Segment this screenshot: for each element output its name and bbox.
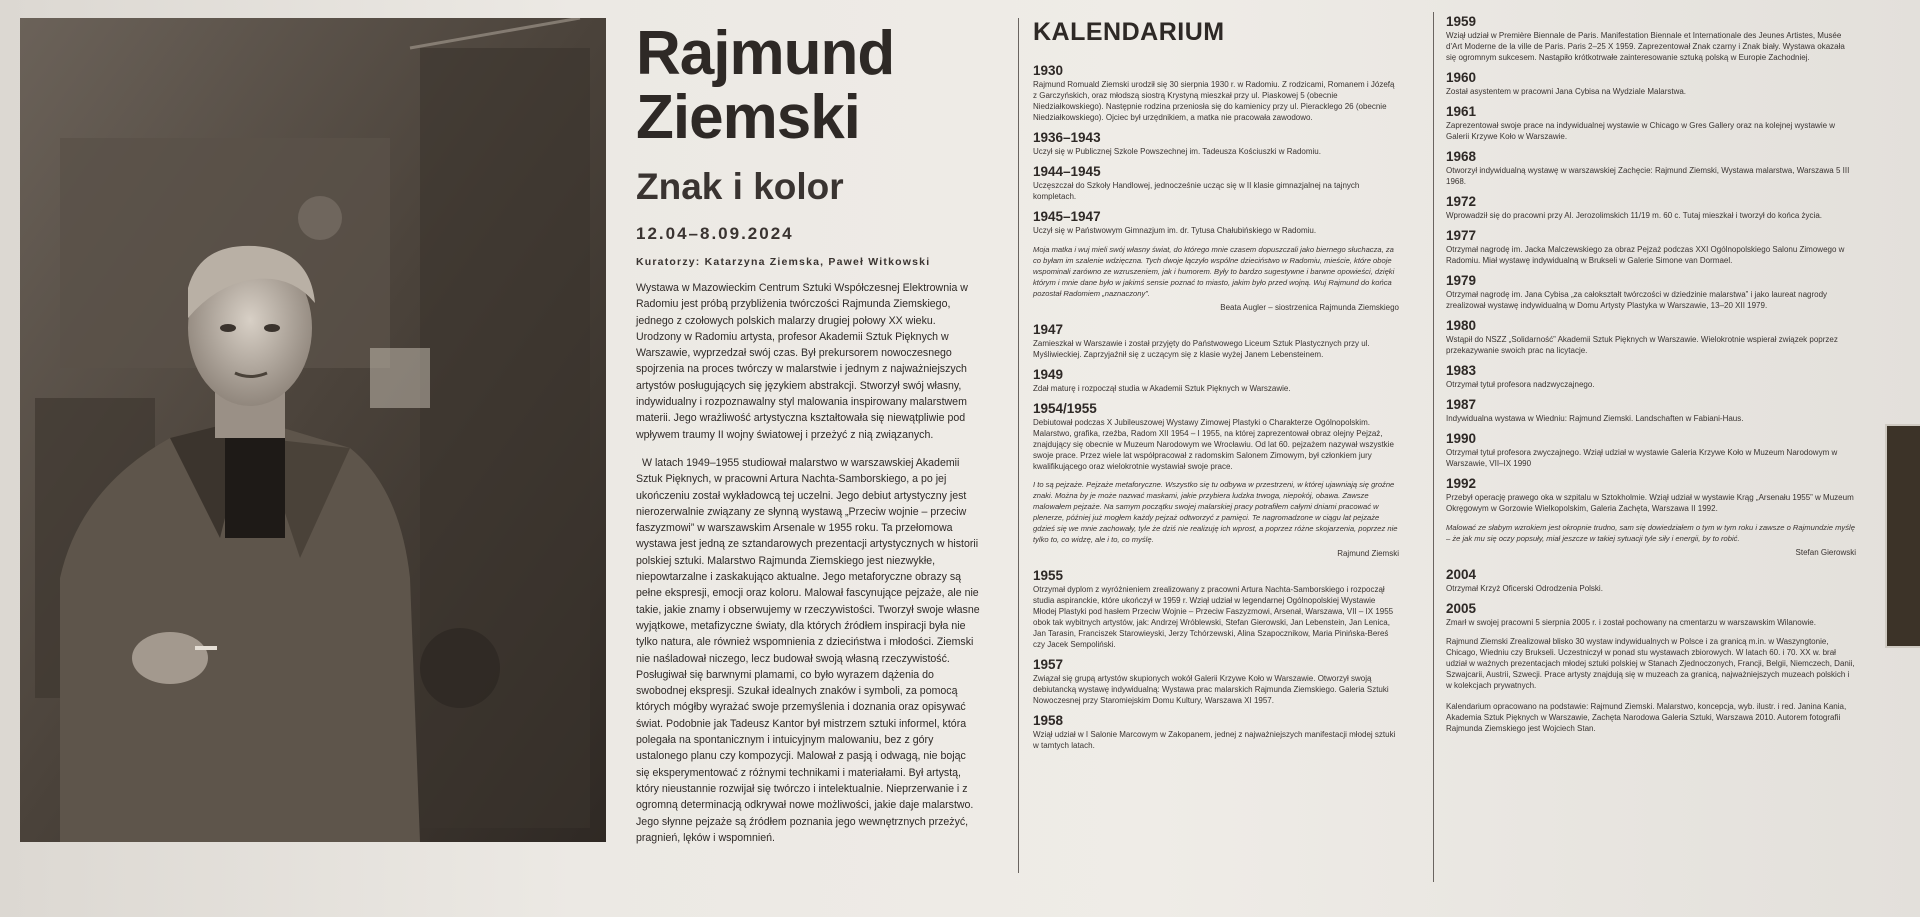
timeline-text: Otrzymał nagrodę im. Jacka Malczewskiego za obraz Pejzaż podczas XXI Ogólnopolskiego Salonu Zimowego w Radomiu. Miał wystawę indywidualną w Brukseli w Galerie Simone van Dormael. bbox=[1446, 245, 1845, 265]
artist-last-name: Ziemski bbox=[636, 83, 860, 152]
timeline-year: 1957 bbox=[1033, 657, 1064, 672]
timeline-text: Związał się grupą artystów skupionych wokół Galerii Krzywe Koło w Warszawie. Otworzył swoją debiutancką wystawę indywidualną: Wystawa prac malarskich Rajmunda Ziemskiego. Galeria Sztuki Nowoczesnej przy Staromiejskim Domu Kultury, Warszawa XI 1957. bbox=[1033, 674, 1389, 705]
timeline-entry bbox=[1033, 164, 1399, 202]
timeline-entry bbox=[1446, 476, 1856, 514]
timeline-year: 1977 bbox=[1446, 228, 1477, 243]
timeline-entry bbox=[1446, 567, 1856, 594]
source-note: Kalendarium opracowano na podstawie: Rajmund Ziemski. Malarstwo, koncepcja, wyb. ilustr. i red. Janina Kania, Akademia Sztuk Pięknych w Warszawie, Zachęta Narodowa Galeria Sztuki, Warszawa 2010. Autorem fotografii Rajmunda Ziemskiego jest Wojciech Stan. bbox=[1446, 702, 1847, 733]
timeline-year: 1936–1943 bbox=[1033, 130, 1101, 145]
timeline-text: Zaprezentował swoje prace na indywidualnej wystawie w Chicago w Gres Gallery oraz na kolejnej wystawie w Galerii Krzywe Koło w Warszawie. bbox=[1446, 121, 1836, 141]
timeline-text: Wprowadził się do pracowni przy Al. Jerozolimskich 11/19 m. 60 c. Tutaj mieszkał i tworzył do końca życia. bbox=[1446, 211, 1822, 220]
curators-line: Kuratorzy: Katarzyna Ziemska, Paweł Witkowski bbox=[636, 256, 931, 268]
timeline-year: 2004 bbox=[1446, 567, 1477, 582]
exhibition-subtitle: Znak i kolor bbox=[636, 166, 844, 207]
timeline-year: 1944–1945 bbox=[1033, 164, 1101, 179]
artist-first-name: Rajmund bbox=[636, 19, 895, 88]
kalendarium-column-1 bbox=[1033, 18, 1399, 758]
timeline-year: 1980 bbox=[1446, 318, 1477, 333]
timeline-text: Uczył się w Państwowym Gimnazjum im. dr. Tytusa Chałubińskiego w Radomiu. bbox=[1033, 226, 1317, 235]
timeline-text: Debiutował podczas X Jubileuszowej Wystawy Zimowej Plastyki o Charakterze Ogólnopolskim. Malarstwo, grafika, rzeźba, Radom XII 1954 – I 1955, na której zaprezentował obraz olejny Pejzaż, znajdujący się obecnie w Muzeum Narodowym we Wrocławiu. Od lat 60. pejzażem nazywał wszystkie swoje prace. Przez wiele lat współpracował z radomskim Salonem Zimowym, był członkiem jury kwalifikującego oraz wielokrotnie wystawiał swoje prace. bbox=[1033, 418, 1394, 471]
timeline-entry bbox=[1446, 194, 1856, 221]
timeline-text: Został asystentem w pracowni Jana Cybisa na Wydziale Malarstwa. bbox=[1446, 87, 1687, 96]
timeline-entry bbox=[1446, 14, 1856, 63]
timeline-entry bbox=[1446, 431, 1856, 469]
timeline-year: 1955 bbox=[1033, 568, 1064, 583]
quote-text: Malować ze słabym wzrokiem jest okropnie trudno, sam się dowiedziałem o tym w tym roku i zawsze o Rajmundzie myślę – że jak mu się oczy popsuły, miał jeszcze w takiej sytuacji tyle siły i energii, by to robić. bbox=[1446, 523, 1855, 543]
timeline-text: Rajmund Romuald Ziemski urodził się 30 sierpnia 1930 r. w Radomiu. Z rodzicami, Romanem i Józefą z Garczyńskich, oraz młodszą siostrą Krystyną mieszkał przy ul. Piaskowej 5 (obecnie Niedziałkowskiego). Następnie rodzina przeniosła się do kamienicy przy ul. Pieracklego 26 (obecnie Niedziałkowskiego). Ojciec był urzędnikiem, a matka nie pracowała zawodowo. bbox=[1033, 80, 1395, 122]
timeline-text: Uczęszczał do Szkoły Handlowej, jednocześnie ucząc się w II klasie gimnazjalnej na tajnych kompletach. bbox=[1033, 181, 1360, 201]
timeline-text: Otrzymał dyplom z wyróżnieniem zrealizowany z pracowni Artura Nachta-Samborskiego i rozpoczął studia aspiranckie, które ukończył w 1959 r. Wziął udział w legendarnej Ogólnopolskiej Wystawie Młodej Plastyki pod hasłem Przeciw Wojnie – Przeciw Faszyzmowi, Arsenał, Warszawa, VII – IX 1955 obok tak wybitnych artystów, jak: Andrzej Wróblewski, Stefan Gierowski, Jan Lebenstein, Jan Lenica, Jan Tarasin, Franciszek Starowieyski, Jerzy Tchórzewski, Alina Szapocznikow, Maria Pinińska-Bereś czy Jacek Sempoliński. bbox=[1033, 585, 1394, 649]
intro-paragraph: W latach 1949–1955 studiował malarstwo w warszawskiej Akademii Sztuk Pięknych, w pracowni Artura Nachta-Samborskiego, a po jej ukończeniu został wykładowcą tej uczelni. Jego debiut artystyczny jest nierozerwalnie związany ze słynną wystawą „Przeciw wojnie – przeciw faszyzmowi” w warszawskim Arsenale w 1955 roku. Ta przełomowa wystawa jest jedną ze sztandarowych prezentacji artystycznych w historii polskiej sztuki. Malarstwo Rajmunda Ziemskiego jest niezwykłe, niepowtarzalne i zaskakująco aktualne. Jego metaforyczne obrazy są pełne ekspresji, emocji oraz koloru. Malował fascynujące pejzaże, ale nie takie, jakie znamy i obserwujemy w rzeczywistości. Tworzył swoje własne wyjątkowe, metafizyczne światy, dla których źródłem inspiracji była nie tylko natura, ale również wspomnienia z dzieciństwa i młodości. Ziemski nie naśladował niczego, lecz budował swoją własną rzeczywistość. Posługiwał się barwnymi plamami, co było wyrazem dążenia do swobodnej ekspresji. Szukał idealnych znaków i symboli, za pomocą których mógłby wyrażać swoje przemyślenia i doznania oraz opisywać świat. Podobnie jak Tadeusz Kantor był mistrzem sztuki informel, która polegała na spontanicznym i intuicyjnym malowaniu, bez z góry ustalonego planu czy kompozycji. Malował z pasją i odwagą, nie bojąc się eksperymentować z różnymi technikami i materiałami. Był artystą, który nieustannie rozwijał się twórczo i intelektualnie. Nieprzerwanie i z ogromną determinacją odkrywał nowe możliwości, jakie daje malarstwo. Jego słynne pejzaże są źródłem poznania jego wewnętrznych przeżyć, pragnień, lęków i wspomnień. bbox=[636, 456, 980, 844]
timeline-year: 1947 bbox=[1033, 322, 1064, 337]
timeline-text: Otrzymał tytuł profesora nadzwyczajnego. bbox=[1446, 380, 1595, 389]
timeline-entry bbox=[1033, 322, 1399, 360]
timeline-entry bbox=[1033, 568, 1399, 650]
timeline-text: Zdał maturę i rozpoczął studia w Akademii Sztuk Pięknych w Warszawie. bbox=[1033, 384, 1291, 393]
timeline-entry bbox=[1446, 601, 1856, 628]
timeline-text: Otrzymał tytuł profesora zwyczajnego. Wziął udział w wystawie Galeria Krzywe Koło w Muzeum Narodowym w Warszawie, VII–IX 1990 bbox=[1446, 448, 1838, 468]
timeline-entry bbox=[1033, 657, 1399, 706]
timeline-year: 1961 bbox=[1446, 104, 1477, 119]
timeline-text: Zmarł w swojej pracowni 5 sierpnia 2005 r. i został pochowany na cmentarzu w warszawskim Wilanowie. bbox=[1446, 618, 1816, 627]
column-divider bbox=[1018, 18, 1019, 873]
timeline-year: 1930 bbox=[1033, 63, 1064, 78]
quote-author: Beata Augler – siostrzenica Rajmunda Ziemskiego bbox=[1220, 303, 1399, 312]
timeline-entry bbox=[1033, 130, 1399, 157]
timeline-entry bbox=[1446, 70, 1856, 97]
timeline-year: 1954/1955 bbox=[1033, 401, 1097, 416]
quote-text: I to są pejzaże. Pejzaże metaforyczne. Wszystko się tu odbywa w przestrzeni, w której ujawniają się groźne znaki. Można by je może nazwać maskami, jakie przybiera ludzka trwoga, niepokój, obawa. Zawsze malowałem pejzaże. Na samym początku swojej malarskiej pracy potrafiłem całymi dniami pracować w plenerze, później już mogłem każdy pejzaż odtworzyć z pamięci. Te nagromadzone w ciągu lat pejzaże gdzieś się we mnie zachowały, tyle że dziś nie realizuję ich wprost, a poprzez różne skojarzenia, poprzez nie tylko to, co widzę, ale i to, co myślę. bbox=[1033, 480, 1398, 544]
quote-text: Moja matka i wuj mieli swój własny świat, do którego mnie czasem dopuszczali jako biernego słuchacza, za co byłam im szalenie wdzięczna. Tych dwoje łączyło wspólne dzieciństwo w Radomiu, mieście, które oboje wspominali zarówno ze wzruszeniem, jak i humorem. Były to bardzo sugestywne i barwne opowieści, dzięki którym i mnie dane było w jakimś sensie poznać to miasto, jakim było przed wojną. Wuj Rajmund do końca pozostał Radomiem „naznaczony”. bbox=[1033, 245, 1395, 298]
kalendarium-column-2 bbox=[1446, 14, 1856, 734]
intro-paragraph: Wystawa w Mazowieckim Centrum Sztuki Współczesnej Elektrownia w Radomiu jest próbą przybliżenia twórczości Rajmunda Ziemskiego, jednego z czołowych polskich malarzy drugiej połowy XX wieku. Urodzony w Radomiu artysta, profesor Akademii Sztuk Pięknych w Warszawie, wyprzedzał swój czas. Był prekursorem nowoczesnego spojrzenia na proces twórczy w malarstwie i jednym z najważniejszych artystów posługujących się językiem abstrakcji. Stworzył swój własny, indywidualny i rozpoznawalny styl malowania inspirowany malarstwem materii. Jego wrażliwość artystyczna kształtowała się niewątpliwie pod wpływem traumy II wojny światowej i przeżyć z nią związanych. bbox=[636, 282, 968, 441]
timeline-text: Uczył się w Publicznej Szkole Powszechnej im. Tadeusza Kościuszki w Radomiu. bbox=[1033, 147, 1321, 156]
timeline-text: Przebył operację prawego oka w szpitalu w Sztokholmie. Wziął udział w wystawie Krąg „Arsenału 1955” w Muzeum Okręgowym w Gorzowie Wielkopolskim, Galeria Zachęta, Warszawa II 1992. bbox=[1446, 493, 1854, 513]
timeline-entry bbox=[1033, 209, 1399, 236]
adjacent-painting-edge bbox=[1885, 424, 1920, 648]
timeline-text: Zamieszkał w Warszawie i został przyjęty do Państwowego Liceum Sztuk Plastycznych przy ul. Myśliwieckiej. Zaprzyjaźnił się z uczącym się z klasie wyżej Janem Lebensteinem. bbox=[1033, 339, 1370, 359]
timeline-entry bbox=[1446, 273, 1856, 311]
intro-text bbox=[636, 280, 982, 858]
timeline-year: 1979 bbox=[1446, 273, 1477, 288]
timeline-year: 1992 bbox=[1446, 476, 1477, 491]
timeline-year: 1983 bbox=[1446, 363, 1477, 378]
timeline-text: Indywidualna wystawa w Wiedniu: Rajmund Ziemski. Landschaften w Fabiani-Haus. bbox=[1446, 414, 1744, 423]
timeline-text: Wstąpił do NSZZ „Solidarność” Akademii Sztuk Pięknych w Warszawie. Wielokrotnie wspierał związek poprzez przekazywanie swoich prac na licytacje. bbox=[1446, 335, 1838, 355]
timeline-text: Wziął udział w I Salonie Marcowym w Zakopanem, jednej z najważniejszych manifestacji młodej sztuki w tamtych latach. bbox=[1033, 730, 1396, 750]
timeline-year: 1959 bbox=[1446, 14, 1477, 29]
quote-author: Rajmund Ziemski bbox=[1337, 549, 1399, 558]
timeline-entry bbox=[1033, 401, 1399, 472]
kalendarium-title: KALENDARIUM bbox=[1033, 18, 1225, 46]
timeline-entry bbox=[1446, 397, 1856, 424]
exhibition-header bbox=[636, 19, 996, 268]
timeline-entry bbox=[1033, 713, 1399, 751]
timeline-text: Otrzymał nagrodę im. Jana Cybisa „za całokształt twórczości w dziedzinie malarstwa” i jako laureat nagrody zrealizował wystawę indywidualną w Domu Artysty Plastyka w Warszawie, 13–20 XII 1979. bbox=[1446, 290, 1828, 310]
artist-portrait-photo bbox=[20, 18, 606, 842]
timeline-entry bbox=[1033, 63, 1399, 123]
timeline-year: 1960 bbox=[1446, 70, 1477, 85]
timeline-year: 1972 bbox=[1446, 194, 1477, 209]
timeline-year: 1968 bbox=[1446, 149, 1477, 164]
timeline-year: 1949 bbox=[1033, 367, 1064, 382]
timeline-text: Otrzymał Krzyż Oficerski Odrodzenia Polski. bbox=[1446, 584, 1603, 593]
quote-author: Stefan Gierowski bbox=[1795, 548, 1856, 557]
timeline-entry bbox=[1446, 318, 1856, 356]
exhibition-dates: 12.04–8.09.2024 bbox=[636, 224, 794, 243]
timeline-entry bbox=[1446, 149, 1856, 187]
timeline-text: Otworzył indywidualną wystawę w warszawskiej Zachęcie: Rajmund Ziemski, Wystawa malarstwa, Warszawa 5 III 1968. bbox=[1446, 166, 1850, 186]
timeline-year: 1945–1947 bbox=[1033, 209, 1101, 224]
timeline-entry bbox=[1446, 363, 1856, 390]
timeline-year: 1987 bbox=[1446, 397, 1477, 412]
timeline-year: 1958 bbox=[1033, 713, 1064, 728]
timeline-entry bbox=[1033, 367, 1399, 394]
timeline-entry bbox=[1446, 104, 1856, 142]
timeline-text: Wziął udział w Première Biennale de Paris. Manifestation Biennale et Internationale des Jeunes Artistes, Musée d'Art Moderne de la ville de Paris. Paris 2–25 X 1959. Zaprezentował Znak czarny i Znak biały. Wystawa okazała się ogromnym sukcesem. Nastąpiło krótkotrwałe zainteresowanie sztuką polską w Europie Zachodniej. bbox=[1446, 31, 1845, 62]
career-summary: Rajmund Ziemski Zrealizował blisko 30 wystaw indywidualnych w Polsce i za granicą m.in. w Waszyngtonie, Chicago, Wiedniu czy Brukseli. Uczestniczył w ponad stu wystawach zbiorowych. W latach 60. i 70. XX w. brał udział w ważnych prezentacjach młodej sztuki polskiej w Stanach Zjednoczonych, Francji, Belgii, Niemczech, Danii, Szwajcarii, Austrii, Szwecji. Prace artysty znajdują się w muzeach za granicą, najważniejszych muzeach polskich i w kolekcjach prywatnych. bbox=[1446, 637, 1855, 690]
timeline-year: 1990 bbox=[1446, 431, 1477, 446]
timeline-year: 2005 bbox=[1446, 601, 1477, 616]
column-divider bbox=[1433, 12, 1434, 882]
timeline-entry bbox=[1446, 228, 1856, 266]
